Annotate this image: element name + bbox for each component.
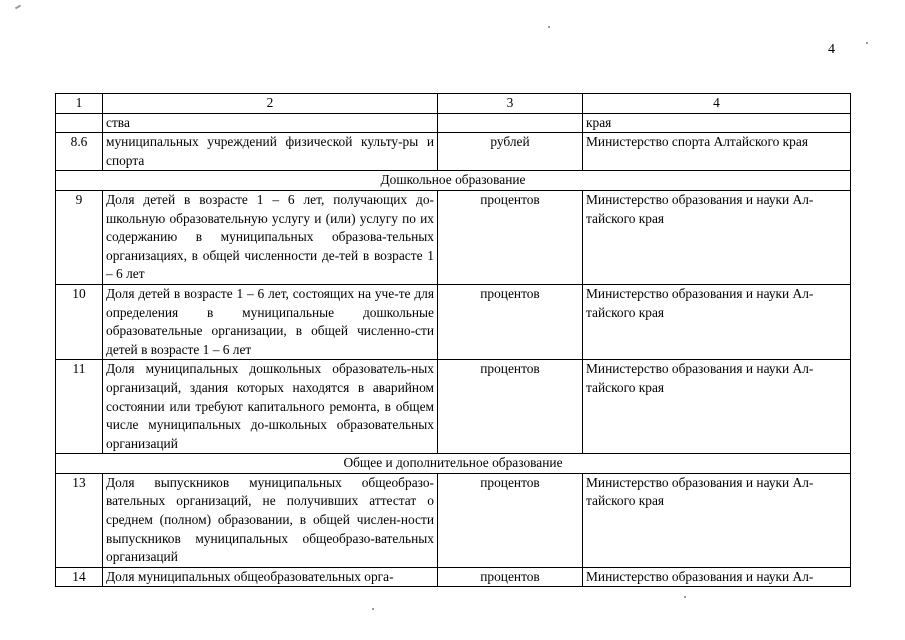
row-agency: Министерство образования и науки Ал- xyxy=(583,567,851,587)
row-text: Доля муниципальных дошкольных образователь-ных организаций, здания которых находятся в аварийном состоянии или требуют капитального ремонта, в общем числе муниципальных до-школьных образовательных организаций xyxy=(103,360,438,454)
row-number: 10 xyxy=(56,284,103,359)
scan-speck xyxy=(372,608,374,610)
page-number: 4 xyxy=(828,42,835,57)
table-row-8-6 xyxy=(56,133,851,171)
row-agency: Министерство образования и науки Ал-тайского края xyxy=(583,473,851,567)
row-number: 14 xyxy=(56,567,103,587)
row-agency: Министерство спорта Алтайского края xyxy=(583,133,851,171)
row-unit xyxy=(438,113,583,133)
row-text: ства xyxy=(103,113,438,133)
row-unit: рублей xyxy=(438,133,583,171)
row-unit: процентов xyxy=(438,567,583,587)
indicators-table xyxy=(55,93,851,587)
scan-speck xyxy=(684,596,686,598)
header-cell-4: 4 xyxy=(583,94,851,114)
row-number xyxy=(56,113,103,133)
header-cell-2: 2 xyxy=(103,94,438,114)
table-row-10 xyxy=(56,284,851,359)
section-title-general: Общее и дополнительное образование xyxy=(56,454,851,474)
section-row-general xyxy=(56,454,851,474)
table-header-row xyxy=(56,94,851,114)
row-text: муниципальных учреждений физической культу-ры и спорта xyxy=(103,133,438,171)
row-agency: Министерство образования и науки Ал-тайского края xyxy=(583,190,851,284)
row-text: Доля детей в возрасте 1 – 6 лет, состоящих на уче-те для определения в муниципальные дошкольные образовательные организации, в общей численно-сти детей в возрасте 1 – 6 лет xyxy=(103,284,438,359)
section-title-preschool: Дошкольное образование xyxy=(56,171,851,191)
row-agency: края xyxy=(583,113,851,133)
scan-speck xyxy=(548,26,550,28)
section-row-preschool xyxy=(56,171,851,191)
table-row-11 xyxy=(56,360,851,454)
row-agency: Министерство образования и науки Ал-тайского края xyxy=(583,284,851,359)
table-row-13 xyxy=(56,473,851,567)
row-number: 8.6 xyxy=(56,133,103,171)
row-text: Доля муниципальных общеобразовательных орга- xyxy=(103,567,438,587)
table-row-continuation xyxy=(56,113,851,133)
row-unit: процентов xyxy=(438,360,583,454)
row-number: 9 xyxy=(56,190,103,284)
row-unit: процентов xyxy=(438,190,583,284)
row-text: Доля выпускников муниципальных общеобразо-вательных организаций, не получивших аттестат о среднем (полном) образовании, в общей числен-ности выпускников муниципальных общеобразо-вательных организаций xyxy=(103,473,438,567)
row-agency: Министерство образования и науки Ал-тайского края xyxy=(583,360,851,454)
header-cell-3: 3 xyxy=(438,94,583,114)
scan-speck xyxy=(15,5,21,10)
scan-speck xyxy=(866,42,868,44)
row-unit: процентов xyxy=(438,284,583,359)
row-number: 13 xyxy=(56,473,103,567)
table-row-14 xyxy=(56,567,851,587)
header-cell-1: 1 xyxy=(56,94,103,114)
table-row-9 xyxy=(56,190,851,284)
row-text: Доля детей в возрасте 1 – 6 лет, получающих до-школьную образовательную услугу и (или) услугу по их содержанию в муниципальных образова-тельных организациях, в общей численности де-тей в возрасте 1 – 6 лет xyxy=(103,190,438,284)
row-unit: процентов xyxy=(438,473,583,567)
row-number: 11 xyxy=(56,360,103,454)
